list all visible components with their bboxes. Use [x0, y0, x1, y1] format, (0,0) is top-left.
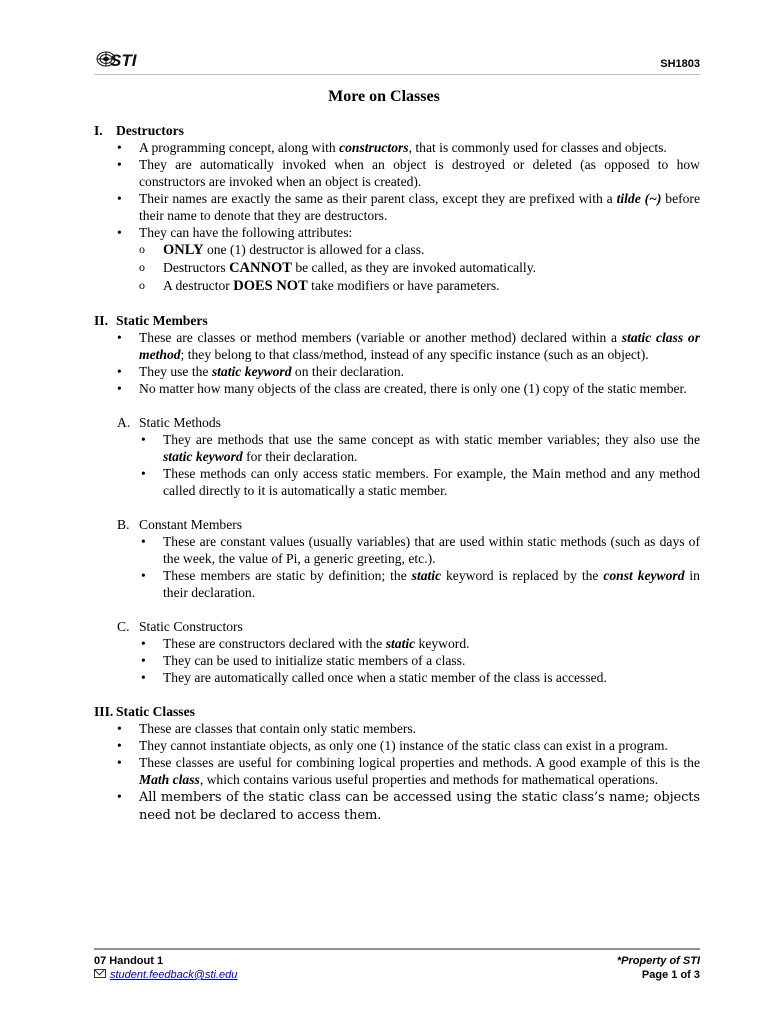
subsection-heading-static-methods: A. Static Methods: [117, 415, 221, 430]
list-item: • They are automatically invoked when an object is destroyed or deleted (as opposed to how constructors are invoked when an object is created).: [139, 156, 700, 190]
section-number: II.: [94, 313, 108, 328]
list-item: • They are methods that use the same concept as with static member variables; they also use the static keyword for their declaration.: [163, 431, 700, 465]
subsection-heading-static-constructors: C. Static Constructors: [117, 619, 243, 634]
footer-divider: [94, 948, 700, 950]
section-title: Destructors: [116, 123, 184, 138]
list-item: • These are constructors declared with the static keyword.: [163, 635, 700, 652]
sublist-item: o A destructor DOES NOT take modifiers or have parameters.: [163, 277, 700, 295]
document-body: [94, 122, 700, 824]
list-item: • They can have the following attributes: o ONLY one (1) destructor is allowed for a class. o Destructors CANNOT be called, as they are invoked automatically. o A destructor DOES NOT take modifiers or have parameters.: [139, 224, 700, 295]
attributes-sublist: [139, 241, 700, 295]
list-item: • They can be used to initialize static members of a class.: [163, 652, 700, 669]
list-item: • These members are static by definition; the static keyword is replaced by the const keyword in their declaration.: [163, 567, 700, 601]
sti-logo: [96, 46, 148, 72]
list-item: • A programming concept, along with constructors, that is commonly used for classes and objects.: [139, 139, 700, 156]
section-heading-static-classes: [94, 703, 700, 720]
footer-left: [94, 954, 237, 982]
list-item: • Their names are exactly the same as their parent class, except they are prefixed with a tilde (~) before their name to denote that they are destructors.: [139, 190, 700, 224]
constant-members-list: [94, 533, 700, 601]
static-constructors-list: [94, 635, 700, 686]
sublist-item: o ONLY one (1) destructor is allowed for a class.: [163, 241, 700, 259]
static-methods-list: [94, 431, 700, 499]
static-classes-list: [94, 720, 700, 824]
sti-logo-icon: [96, 46, 148, 72]
list-item: • They are automatically called once when a static member of the class is accessed.: [163, 669, 700, 686]
destructors-list: [94, 139, 700, 295]
list-item: • These classes are useful for combining logical properties and methods. A good example of this is the Math class, which contains various useful properties and methods for mathematical operations.: [139, 754, 700, 788]
feedback-email-link[interactable]: student.feedback@sti.edu: [110, 969, 238, 981]
document-code: SH1803: [660, 58, 700, 70]
list-item: • They use the static keyword on their declaration.: [139, 363, 700, 380]
list-item: • They cannot instantiate objects, as only one (1) instance of the static class can exist in a program.: [139, 737, 700, 754]
header-divider: [94, 74, 700, 75]
list-item: • These are constant values (usually variables) that are used within static methods (such as days of the week, the value of Pi, a generic greeting, etc.).: [163, 533, 700, 567]
list-item: • No matter how many objects of the class are created, there is only one (1) copy of the static member.: [139, 380, 700, 397]
page-number: Page 1 of 3: [641, 969, 700, 981]
handout-label: 07 Handout 1: [94, 955, 164, 967]
list-item: • All members of the static class can be accessed using the static class’s name; objects need not be declared to access them.: [139, 788, 700, 824]
section-heading-destructors: [94, 122, 700, 139]
property-label: *Property of STI: [616, 955, 700, 967]
subsection-heading-constant-members: B. Constant Members: [117, 517, 243, 532]
section-title: Static Classes: [116, 704, 195, 719]
list-item: • These methods can only access static members. For example, the Main method and any method called directly to it is automatically a static member.: [163, 465, 700, 499]
section-heading-static-members: [94, 312, 700, 329]
section-title: Static Members: [116, 313, 208, 328]
section-number: III.: [94, 704, 114, 719]
static-members-list: [94, 329, 700, 397]
list-item: • These are classes that contain only static members.: [139, 720, 700, 737]
page-title: More on Classes: [328, 88, 440, 105]
sublist-item: o Destructors CANNOT be called, as they are invoked automatically.: [163, 259, 700, 277]
mail-icon: [94, 969, 106, 978]
list-item: • These are classes or method members (variable or another method) declared within a static class or method; they belong to that class/method, instead of any specific instance (such as an object).: [139, 329, 700, 363]
footer-right: [617, 954, 700, 982]
svg-text:STI: STI: [110, 51, 137, 70]
section-number: I.: [94, 123, 103, 138]
